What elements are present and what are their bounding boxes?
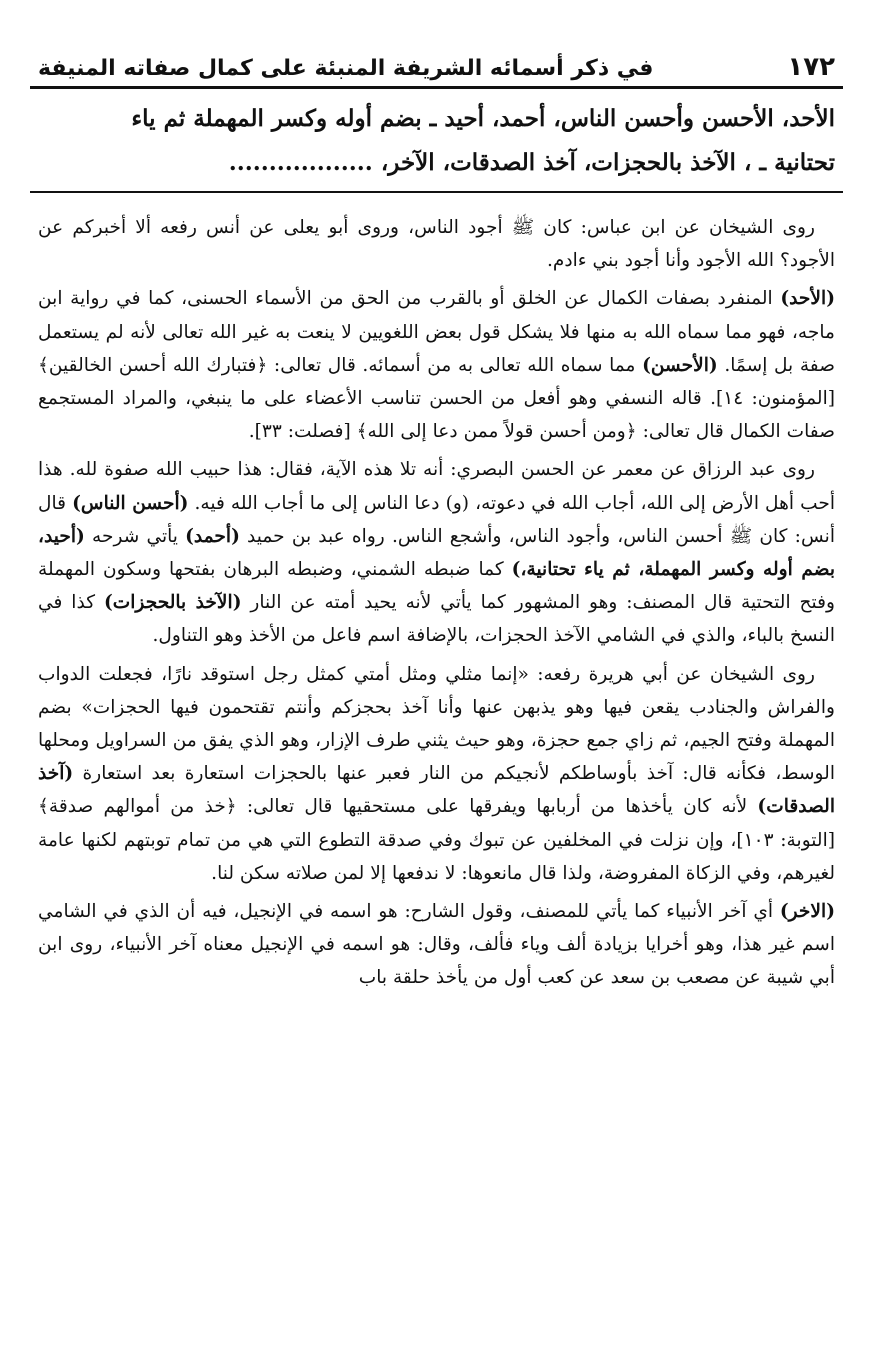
term-al-akhidh-bil-hujuzat: (الآخذ بالحجزات): [103, 592, 242, 614]
paragraph-2-text-2: مما سماه الله تعالى به من أسمائه. قال تعالى: ﴿فتبارك الله أحسن الخالقين﴾ [المؤمنون: ١٤]. قاله النسفي وهو أفعل من الحسن تناسب الأعضاء على ما ينبغي، والمراد المستجمع صفات الكمال قال تعالى: ﴿ومن أحسن قولاً ممن دعا إلى الله﴾ [فصلت: ٣٣].: [38, 354, 835, 443]
paragraph-4-text-1: روى الشيخان عن أبي هريرة رفعه: «إنما مثلي ومثل أمتي كمثل رجل استوقد نارًا، فجعلت الدواب والفراش والجنادب يقعن فيها وهو يذبهن عنها وأنا آخذ بحجزكم وأنتم تقتحمون فيها الحجزات» بضم المهملة وفتح الجيم، ثم زاي جمع حجزة، وهو حيث يثني طرف الإزار، وهو الذي يفق من السراويل ومحلها الوسط، فكأنه قال: آخذ بأوساطكم لأنجيكم من النار فعبر عنها بالحجزات استعارة بعد استعارة: [38, 663, 835, 785]
term-al-ahsan: (الأحسن): [642, 354, 718, 376]
term-al-akhir: (الاخر): [779, 901, 835, 923]
paragraph-4: [38, 658, 835, 890]
running-title: في ذكر أسمائه الشريفة المنبئة على كمال صفاته المنيفة: [38, 56, 654, 81]
paragraph-1: [38, 211, 835, 277]
paragraph-3-text-3: يأتي شرحه: [84, 525, 186, 547]
page-number: ١٧٢: [787, 52, 835, 82]
paragraph-3-text-4: كما ضبطه الشمني، وضبطه البرهان بفتحها وسكون المهملة وفتح التحتية قال المصنف: وهو المشهور كما يأتي لأنه يحيد أمته عن النار: [38, 559, 835, 614]
term-al-ahad: (الأحد): [780, 288, 835, 310]
paragraph-5: [38, 895, 835, 995]
section-summary: [30, 89, 843, 191]
summary-line-2: تحتانية ـ ، الآخذ بالحجزات، آخذ الصدقات، الآخر، ..................: [228, 149, 835, 176]
paragraph-5-text-1: أي آخر الأنبياء كما يأتي للمصنف، وقول الشارح: هو اسمه في الإنجيل، فيه أن الذي في الشامي اسم غير هذا، وهو أخرايا بزيادة ألف وياء فألف، وقال: هو اسمه في الإنجيل معناه آخر الأنبياء، روى ابن أبي شيبة عن مصعب بن سعد عن كعب أول من يأخذ حلقة باب: [38, 901, 835, 989]
paragraph-1-text: روى الشيخان عن ابن عباس: كان ﷺ أجود الناس، وروى أبو يعلى عن أنس رفعه ألا أخبركم عن الأجود؟ الله الأجود وأنا أجود بني ءادم.: [38, 217, 835, 272]
commentary-body: [30, 211, 843, 995]
term-ahmad: (أحمد): [185, 525, 240, 547]
paragraph-2: [38, 282, 835, 448]
paragraph-3: [38, 453, 835, 652]
paragraph-3-text-1: روى عبد الرزاق عن معمر عن الحسن البصري: أنه تلا هذه الآية، فقال: هذا حبيب الله صفوة لله. هذا أحب أهل الأرض إلى الله، أجاب الله في دعوته، (و) دعا الناس إلى ما أجاب الله فيه.: [38, 459, 835, 514]
term-ahsan-an-nas: (أحسن الناس): [72, 492, 189, 514]
term-akhidh-as-sadaqat: (آخذ الصدقات): [38, 763, 835, 818]
page-header: [30, 52, 843, 86]
term-uhayd: (أحيد، بضم أوله وكسر المهملة، ثم ياء تحتانية،): [38, 525, 835, 581]
paragraph-3-text-5: كذا في النسخ بالباء، والذي في الشامي الآخذ الحجزات، بالإضافة اسم فاعل من الأخذ وهو التناول.: [38, 592, 835, 647]
summary-rule: [30, 191, 843, 193]
summary-line-1: الأحد، الأحسن وأحسن الناس، أحمد، أحيد ـ بضم أوله وكسر المهملة ثم ياء: [131, 105, 835, 132]
paragraph-2-text-1: المنفرد بصفات الكمال عن الخلق أو بالقرب من الحق من الأسماء الحسنى، كما في رواية ابن ماجه، فهو مما سماه الله به منها فلا يشكل قول بعض اللغويين لا ينعت به غير الله تعالى لأنه لم يستعمل صفة بل إسمًا.: [38, 288, 835, 376]
paragraph-4-text-2: لأنه كان يأخذها من أربابها ويفرقها على مستحقيها قال تعالى: ﴿خذ من أموالهم صدقة﴾ [التوبة: ١٠٣]، وإن نزلت في المخلفين عن تبوك وفي صدقة التطوع التي هي من تمام توبتهم لكنها عامة لغيرهم، وفي الزكاة المفروضة، ولذا قال مانعوها: لا ندفعها إلا لمن صلاته سكن لنا.: [38, 796, 835, 884]
paragraph-3-text-2: قال أنس: كان ﷺ أحسن الناس، وأجود الناس، وأشجع الناس. رواه عبد بن حميد: [38, 492, 835, 547]
